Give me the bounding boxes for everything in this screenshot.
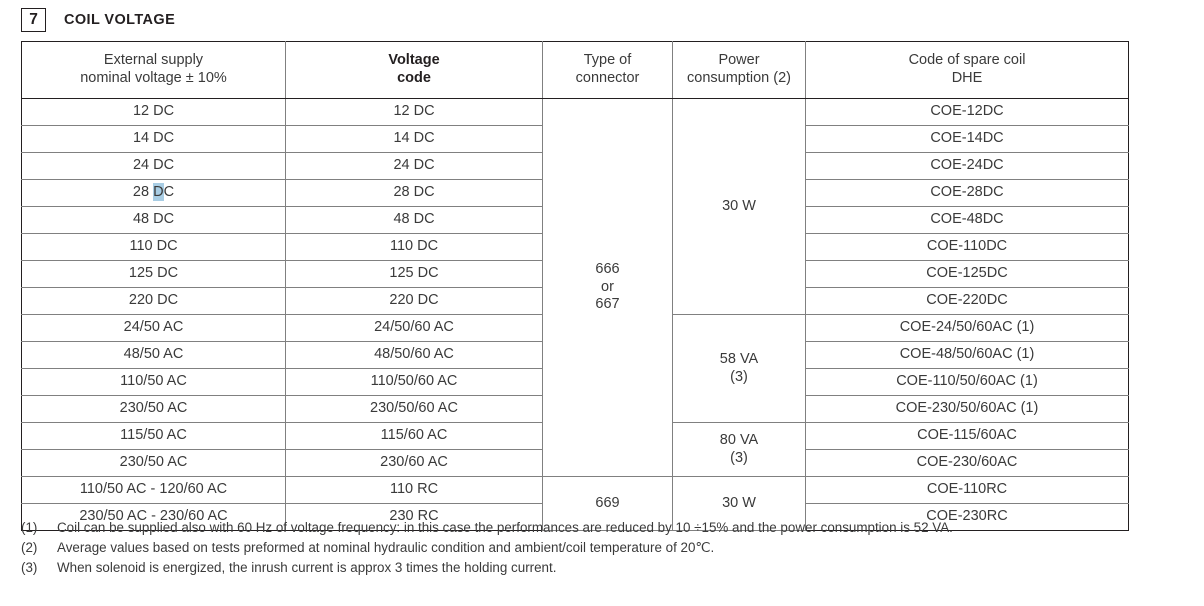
cell-spare-coil-code: COE-220DC xyxy=(806,288,1129,315)
header-line-2: connector xyxy=(575,70,640,86)
cell-external-supply: 28 DC xyxy=(22,180,286,207)
section-title: COIL VOLTAGE xyxy=(64,12,176,28)
cell-voltage-code: 115/60 AC xyxy=(286,423,543,450)
connector-line: or xyxy=(601,278,614,295)
cell-external-supply: 110/50 AC - 120/60 AC xyxy=(22,477,286,504)
cell-spare-coil-code: COE-110DC xyxy=(806,234,1129,261)
column-header-voltage-code xyxy=(286,42,543,99)
cell-voltage-code: 230/60 AC xyxy=(286,450,543,477)
power-line: 30 W xyxy=(722,494,756,511)
header-line-1: External supply xyxy=(103,52,204,69)
section-number-box: 7 xyxy=(21,8,46,32)
text-selection-highlight: D xyxy=(153,184,164,201)
cell-external-supply: 24/50 AC xyxy=(22,315,286,342)
table-header-row xyxy=(22,42,1129,99)
cell-external-supply: 48 DC xyxy=(22,207,286,234)
header-line-1: Code of spare coil xyxy=(908,52,1026,69)
header-line-1: Voltage xyxy=(388,52,440,69)
power-line: 80 VA xyxy=(719,431,759,448)
column-header-type-of-connector xyxy=(543,42,673,99)
cell-power-consumption xyxy=(673,99,806,315)
footnotes xyxy=(21,518,1181,578)
column-header-code-of-spare-coil xyxy=(806,42,1129,99)
cell-spare-coil-code: COE-24/50/60AC (1) xyxy=(806,315,1129,342)
footnote-number: (2) xyxy=(21,540,38,555)
power-line: (3) xyxy=(730,368,748,385)
cell-external-supply: 12 DC xyxy=(22,99,286,126)
coil-voltage-table xyxy=(21,41,1129,531)
column-header-power-consumption xyxy=(673,42,806,99)
cell-power-consumption xyxy=(673,423,806,477)
header-line-1: Power xyxy=(718,52,760,69)
cell-voltage-code: 230 RC xyxy=(286,504,543,531)
header-line-2: DHE xyxy=(951,70,983,86)
footnote-item xyxy=(21,538,1181,558)
column-header-external-supply xyxy=(22,42,286,99)
section-heading xyxy=(21,7,175,33)
cell-external-supply: 230/50 AC xyxy=(22,450,286,477)
cell-voltage-code: 48/50/60 AC xyxy=(286,342,543,369)
connector-line: 666 xyxy=(595,260,620,277)
connector-line: 669 xyxy=(595,494,620,511)
connector-line: 667 xyxy=(595,296,620,313)
cell-spare-coil-code: COE-230/50/60AC (1) xyxy=(806,396,1129,423)
cell-voltage-code: 12 DC xyxy=(286,99,543,126)
power-line: 30 W xyxy=(722,197,756,214)
coil-voltage-table-wrapper xyxy=(21,41,1128,531)
cell-external-supply: 125 DC xyxy=(22,261,286,288)
footnote-item xyxy=(21,558,1181,578)
cell-voltage-code: 24/50/60 AC xyxy=(286,315,543,342)
header-line-2: consumption (2) xyxy=(687,70,791,86)
footnote-item xyxy=(21,518,1181,538)
cell-spare-coil-code: COE-12DC xyxy=(806,99,1129,126)
cell-external-supply: 14 DC xyxy=(22,126,286,153)
cell-voltage-code: 110/50/60 AC xyxy=(286,369,543,396)
footnote-text: When solenoid is energized, the inrush current is approx 3 times the holding current. xyxy=(57,560,557,575)
cell-voltage-code: 110 DC xyxy=(286,234,543,261)
cell-voltage-code: 24 DC xyxy=(286,153,543,180)
cell-spare-coil-code: COE-115/60AC xyxy=(806,423,1129,450)
cell-external-supply: 115/50 AC xyxy=(22,423,286,450)
cell-power-consumption xyxy=(673,315,806,423)
power-line: (3) xyxy=(730,449,748,466)
cell-voltage-code: 14 DC xyxy=(286,126,543,153)
cell-external-supply: 230/50 AC - 230/60 AC xyxy=(22,504,286,531)
power-line: 58 VA xyxy=(719,350,759,367)
cell-voltage-code: 230/50/60 AC xyxy=(286,396,543,423)
cell-external-supply: 110 DC xyxy=(22,234,286,261)
cell-external-supply: 48/50 AC xyxy=(22,342,286,369)
cell-spare-coil-code: COE-48/50/60AC (1) xyxy=(806,342,1129,369)
cell-voltage-code: 48 DC xyxy=(286,207,543,234)
footnote-number: (3) xyxy=(21,560,38,575)
table-row xyxy=(22,99,1129,126)
header-line-2: nominal voltage ± 10% xyxy=(80,70,227,86)
cell-external-supply: 24 DC xyxy=(22,153,286,180)
cell-spare-coil-code: COE-230RC xyxy=(806,504,1129,531)
cell-spare-coil-code: COE-48DC xyxy=(806,207,1129,234)
cell-spare-coil-code: COE-230/60AC xyxy=(806,450,1129,477)
cell-external-supply: 230/50 AC xyxy=(22,396,286,423)
footnote-number: (1) xyxy=(21,520,38,535)
cell-voltage-code: 220 DC xyxy=(286,288,543,315)
cell-voltage-code: 110 RC xyxy=(286,477,543,504)
cell-voltage-code: 125 DC xyxy=(286,261,543,288)
cell-spare-coil-code: COE-125DC xyxy=(806,261,1129,288)
cell-spare-coil-code: COE-28DC xyxy=(806,180,1129,207)
table-body xyxy=(22,99,1129,531)
footnote-text: Average values based on tests preformed at nominal hydraulic condition and ambient/coil temperature of 20℃. xyxy=(57,540,715,555)
cell-spare-coil-code: COE-24DC xyxy=(806,153,1129,180)
cell-external-supply: 220 DC xyxy=(22,288,286,315)
table-row xyxy=(22,477,1129,504)
cell-spare-coil-code: COE-110/50/60AC (1) xyxy=(806,369,1129,396)
cell-spare-coil-code: COE-14DC xyxy=(806,126,1129,153)
table-header xyxy=(22,42,1129,99)
cell-type-of-connector xyxy=(543,99,673,477)
header-line-1: Type of xyxy=(583,52,632,69)
cell-spare-coil-code: COE-110RC xyxy=(806,477,1129,504)
footnote-text: Coil can be supplied also with 60 Hz of voltage frequency: in this case the performances are reduced by 10 ÷15% and the power consumption is 52 VA. xyxy=(57,520,953,535)
cell-external-supply: 110/50 AC xyxy=(22,369,286,396)
header-line-2: code xyxy=(397,70,431,86)
cell-voltage-code: 28 DC xyxy=(286,180,543,207)
